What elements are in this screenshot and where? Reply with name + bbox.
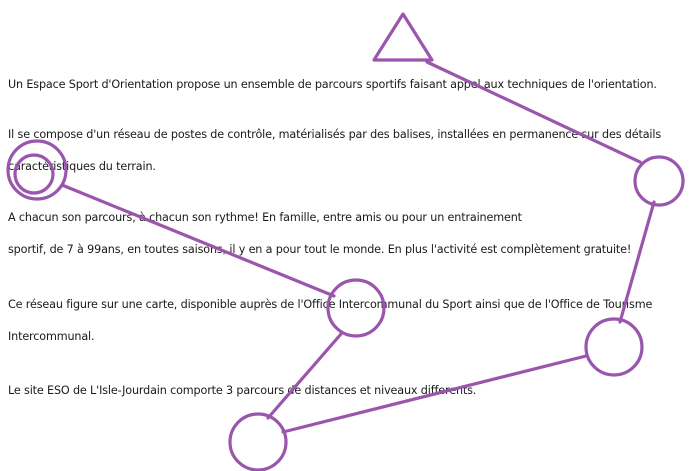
- paragraph-network-line2: caractéristiques du terrain.: [8, 160, 156, 173]
- control-circle-icon: [635, 157, 683, 205]
- paragraph-site: Le site ESO de L'Isle-Jourdain comporte 3 parcours de distances et niveaux differents.: [8, 384, 477, 397]
- paragraph-audience-line2: sportif, de 7 à 99ans, en toutes saisons, il y en a pour tout le monde. En plus l'activité est complètement gratuite!: [8, 243, 632, 256]
- start-triangle-icon: [374, 14, 432, 60]
- paragraph-map-line1: Ce réseau figure sur une carte, disponible auprès de l'Office Intercommunal du Sport ainsi que de l'Office de Tourisme: [8, 298, 653, 311]
- paragraph-audience-line1: A chacun son parcours, à chacun son rythme! En famille, entre amis ou pour un entrainement: [8, 211, 522, 224]
- control-circle-icon: [230, 414, 286, 470]
- course-leg: [427, 62, 640, 162]
- course-leg: [62, 185, 334, 296]
- finish-inner-circle-icon: [15, 155, 53, 193]
- course-leg: [620, 202, 654, 322]
- paragraph-map-line2: Intercommunal.: [8, 330, 95, 343]
- course-leg: [268, 334, 341, 418]
- control-circle-icon: [328, 280, 384, 336]
- paragraph-intro: Un Espace Sport d'Orientation propose un ensemble de parcours sportifs faisant appel aux techniques de l'orientation.: [8, 78, 657, 91]
- control-circle-icon: [586, 319, 642, 375]
- course-leg: [283, 356, 586, 432]
- paragraph-network-line1: Il se compose d'un réseau de postes de contrôle, matérialisés par des balises, installées en permanence sur des détails: [8, 128, 662, 141]
